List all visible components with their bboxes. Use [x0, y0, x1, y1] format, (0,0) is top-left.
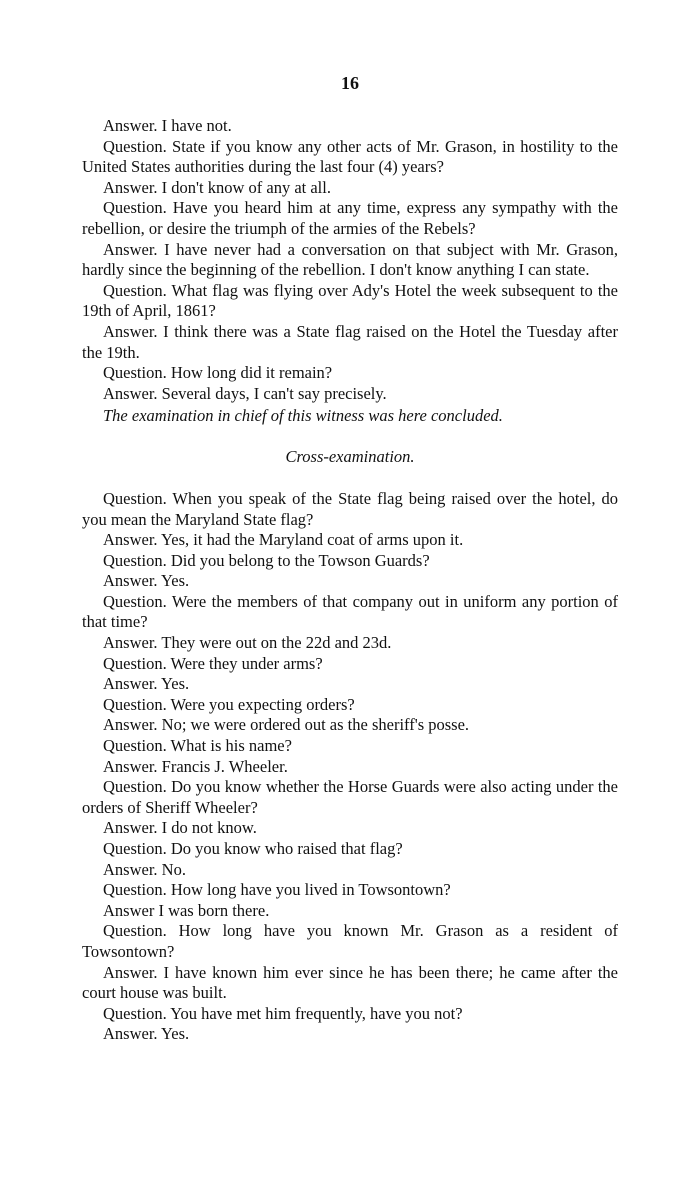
testimony-paragraph: Answer. Several days, I can't say precisely. — [103, 383, 387, 403]
testimony-paragraph: Answer. I think there was a State flag raised on the Hotel the Tuesday after the 19th. — [82, 321, 618, 362]
testimony-paragraph: Answer I was born there. — [103, 900, 270, 920]
testimony-paragraph: Question. State if you know any other acts of Mr. Grason, in hostility to the United States authorities during the last four (4) years? — [82, 136, 618, 177]
testimony-paragraph: Answer. They were out on the 22d and 23d. — [103, 633, 392, 653]
testimony-paragraph: Answer. Yes. — [103, 1024, 190, 1044]
document-page — [82, 72, 618, 1045]
testimony-paragraph: Question. How long did it remain? — [103, 363, 333, 383]
examination-in-chief — [82, 116, 618, 427]
testimony-paragraph: Question. Do you know who raised that flag? — [103, 839, 403, 858]
testimony-paragraph: Question. How long have you lived in Towsontown? — [103, 880, 451, 900]
section-heading: Cross-examination. — [285, 446, 415, 466]
testimony-paragraph: Question. What flag was flying over Ady's Hotel the week subsequent to the 19th of April, 1861? — [82, 280, 618, 321]
testimony-paragraph: Question. Did you belong to the Towson Guards? — [103, 550, 430, 570]
concluding-note: The examination in chief of this witness was here concluded. — [103, 406, 503, 426]
cross-examination — [82, 489, 618, 1045]
page-number: 16 — [341, 73, 359, 93]
testimony-paragraph: Question. You have met him frequently, have you not? — [103, 1003, 463, 1023]
testimony-paragraph: Answer. Yes. — [103, 674, 190, 694]
testimony-paragraph: Answer. Yes, it had the Maryland coat of arms upon it. — [103, 530, 464, 550]
testimony-paragraph: Answer. I have known him ever since he has been there; he came after the court house was built. — [82, 962, 618, 1003]
testimony-paragraph: Question. Have you heard him at any time, express any sympathy with the rebellion, or desire the triumph of the armies of the Rebels? — [82, 198, 618, 238]
testimony-paragraph: Question. Were you expecting orders? — [103, 694, 355, 714]
testimony-paragraph: Question. What is his name? — [103, 736, 292, 756]
testimony-paragraph: Answer. I don't know of any at all. — [103, 177, 331, 197]
testimony-paragraph: Question. How long have you known Mr. Grason as a resident of Towsontown? — [82, 921, 618, 961]
testimony-paragraph: Answer. No. — [103, 859, 186, 879]
testimony-paragraph: Answer. Yes. — [103, 571, 190, 591]
testimony-paragraph: Answer. I do not know. — [103, 818, 257, 838]
testimony-paragraph: Answer. I have not. — [103, 116, 232, 135]
testimony-paragraph: Answer. I have never had a conversation on that subject with Mr. Grason, hardly since the beginning of the rebellion. I don't know anything I can state. — [82, 239, 618, 280]
testimony-paragraph: Question. When you speak of the State flag being raised over the hotel, do you mean the Maryland State flag? — [82, 488, 618, 529]
testimony-paragraph: Answer. No; we were ordered out as the sheriff's posse. — [103, 715, 470, 735]
testimony-paragraph: Question. Do you know whether the Horse Guards were also acting under the orders of Sheriff Wheeler? — [82, 777, 618, 817]
testimony-paragraph: Answer. Francis J. Wheeler. — [103, 756, 288, 776]
testimony-paragraph: Question. Were they under arms? — [103, 653, 323, 673]
testimony-paragraph: Question. Were the members of that company out in uniform any portion of that time? — [82, 591, 618, 632]
